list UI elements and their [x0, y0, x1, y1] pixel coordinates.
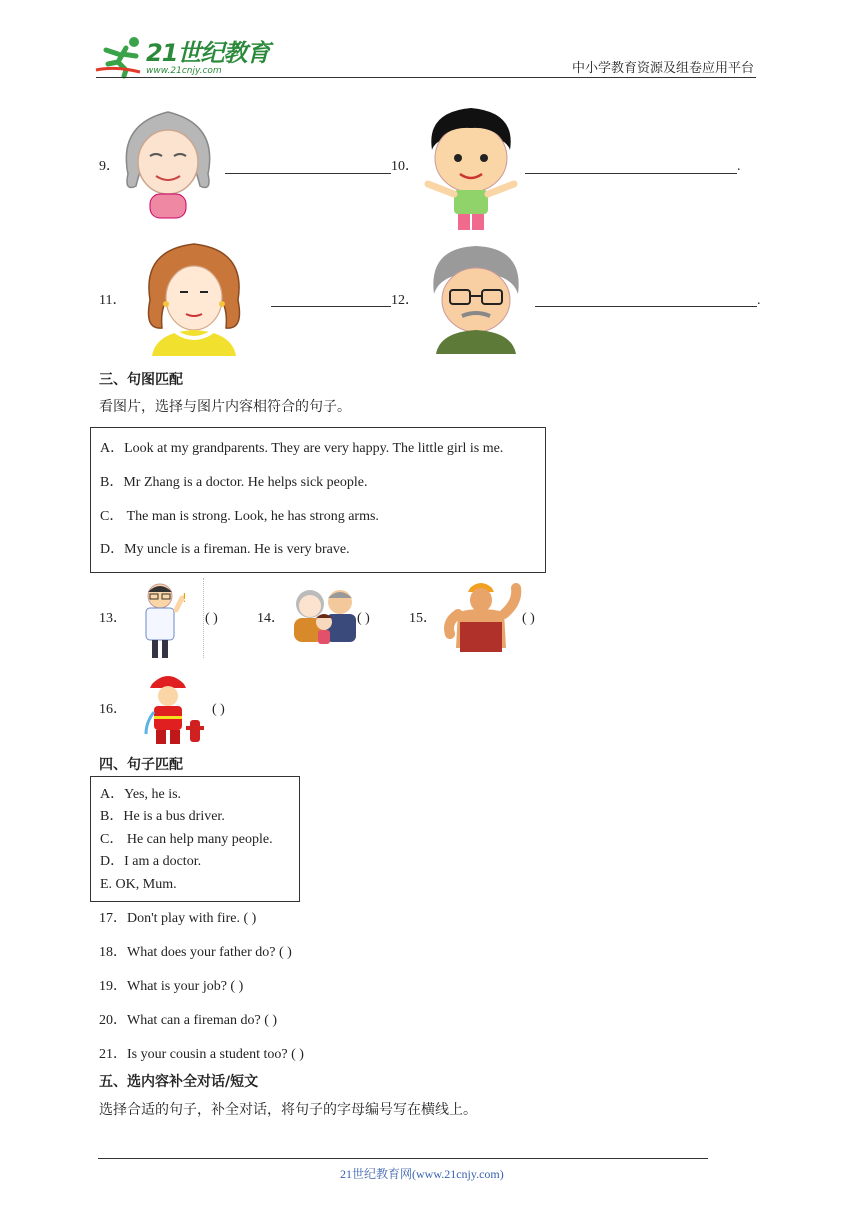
footer-text[interactable]: 21世纪教育网(www.21cnjy.com)	[340, 1167, 504, 1181]
item-9-number: 9．	[99, 159, 120, 174]
section5-instruction: 选择合适的句子，补全对话，将句子的字母编号写在横线上。	[99, 1102, 477, 1118]
section4-option-a: A．Yes, he is.	[100, 787, 182, 802]
fireman-icon	[142, 670, 206, 746]
boy-icon	[426, 106, 516, 230]
grandparents-girl-icon	[290, 586, 358, 646]
section3-option-b: B．Mr Zhang is a doctor. He helps sick people.	[100, 475, 368, 490]
item-11-blank[interactable]	[271, 306, 391, 307]
item-15-answer[interactable]: ( )	[522, 611, 535, 626]
item-12-blank[interactable]	[535, 306, 757, 307]
doctor-icon	[142, 580, 192, 660]
section3-title: 三、句图匹配	[99, 372, 183, 388]
platform-name: 中小学教育资源及组卷应用平台	[572, 61, 755, 76]
question-20[interactable]: 20．What can a fireman do? ( )	[99, 1013, 278, 1028]
item-12-number: 12．	[391, 293, 419, 308]
grandma-icon	[120, 104, 216, 220]
section4-option-e: E. OK, Mum.	[100, 877, 177, 892]
section3-instruction: 看图片，选择与图片内容相符合的句子。	[99, 399, 351, 415]
section4-option-b: B．He is a bus driver.	[100, 809, 225, 824]
section4-option-c: C． He can help many people.	[100, 832, 273, 847]
header-rule	[96, 77, 756, 78]
item-16-answer[interactable]: ( )	[212, 702, 225, 717]
question-19[interactable]: 19．What is your job? ( )	[99, 979, 244, 994]
section3-option-c: C． The man is strong. Look, he has strong arms.	[100, 509, 379, 524]
logo-text: 21世纪教育	[146, 39, 270, 67]
mother-icon	[146, 240, 242, 356]
item-10-period: .	[737, 159, 741, 174]
item-15-number: 15．	[409, 611, 437, 626]
item-14-answer[interactable]: ( )	[357, 611, 370, 626]
question-21[interactable]: 21．Is your cousin a student too? ( )	[99, 1047, 304, 1062]
item-13-divider	[203, 578, 204, 658]
section5-title: 五、选内容补全对话/短文	[99, 1074, 259, 1090]
item-13-answer[interactable]: ( )	[205, 611, 218, 626]
section3-option-a: A．Look at my grandparents. They are very happy. The little girl is me.	[100, 441, 504, 456]
strong-man-icon	[440, 578, 522, 654]
section4-options-box	[90, 776, 300, 902]
section3-option-d: D．My uncle is a fireman. He is very brave.	[100, 542, 350, 557]
section4-title: 四、句子匹配	[99, 757, 183, 773]
footer-rule	[98, 1158, 708, 1159]
item-10-blank[interactable]	[525, 173, 737, 174]
svg-text:!: !	[182, 591, 187, 605]
header	[0, 0, 860, 80]
item-11-number: 11．	[99, 293, 127, 308]
section4-option-d: D．I am a doctor.	[100, 854, 202, 869]
item-13-number: 13．	[99, 611, 127, 626]
item-14-number: 14．	[257, 611, 285, 626]
item-9-blank[interactable]	[225, 173, 391, 174]
grandpa-icon	[428, 244, 524, 354]
question-18[interactable]: 18．What does your father do? ( )	[99, 945, 292, 960]
item-12-period: .	[757, 293, 761, 308]
logo-url: www.21cnjy.com	[146, 66, 222, 76]
question-17[interactable]: 17．Don't play with fire. ( )	[99, 911, 257, 926]
section3-options-box	[90, 427, 546, 573]
item-16-number: 16．	[99, 702, 127, 717]
item-10-number: 10．	[391, 159, 419, 174]
